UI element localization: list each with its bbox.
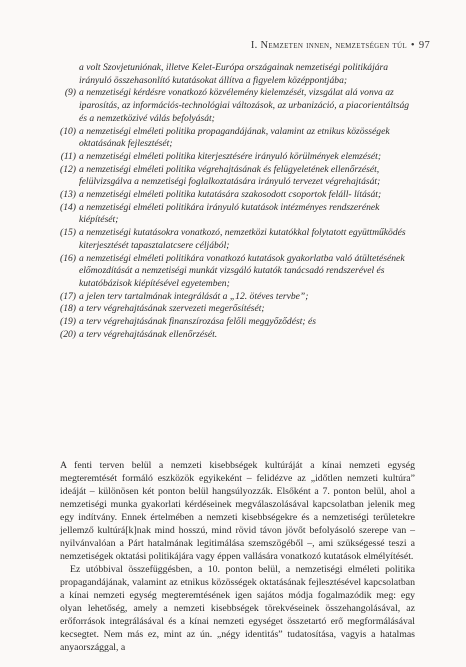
- body-text: [60, 459, 415, 654]
- list-item: (11) a nemzetiségi elméleti politika kiterjesztésére irányuló körülmények elemzését;: [60, 150, 382, 162]
- paragraph: Ez utóbbival összefüggésben, a 10. ponton belül, a nemzetiségi elméleti politika propagandájának, valamint az etnikus közösségek oktatásának fejlesztésével kapcsolatban a kínai nemzeti egység megteremtésének igen sajátos módja fogalmazódik meg: egy olyan lehetőség, amely a nemzeti kisebbségek törekvéseinek összehangolásával, az erőforrások integrálásával és a kínai nemzeti egységet összetartó erő megformálásával kecsegtet. Nem más ez, mint az ún. „négy identitás” tudatosítása, vagyis a hatalmas anyaországgal, a: [60, 564, 415, 653]
- list-item: (16) a nemzetiségi elméleti politikára vonatkozó kutatások gyakorlatba való átültetésének előmozdítását a nemzetiségi munkát vizsgáló kutatók tanácsadó rendszerével és kutatóbázisok kiépítésével egyetemben;: [60, 252, 405, 289]
- list-item: (13) a nemzetiségi elméleti politika kutatására szakosodott csoportok feláll- lítását;: [60, 189, 382, 201]
- list-item: (9) a nemzetiségi kérdésre vonatkozó közvélemény kielemzését, vizsgálat alá vonva az iparosítás, az információs-technológiai változások, az urbanizáció, a piacorientáltság és a nemzetközivé válás befolyását;: [64, 87, 410, 124]
- header-bullet: •: [410, 40, 415, 51]
- list-item: (14) a nemzetiségi elméleti politikára irányuló kutatások intézményes rendszerének kiépítését;: [60, 201, 380, 226]
- list-item: (15) a nemzetiségi kutatásokra vonatkozó, nemzetközi kutatókkal folytatott együttműködés kiterjesztését tapasztalatcsere céljából;: [60, 227, 406, 251]
- running-header: [251, 40, 430, 51]
- plan-item-list: [60, 62, 412, 341]
- list-item: a volt Szovjetuniónak, illetve Kelet-Európa országainak nemzetiségi politikájára irányuló összehasonlító kutatásokat állítva a figyelem középpontjába;: [79, 62, 389, 86]
- list-item: (10) a nemzetiségi elméleti politika propagandájának, valamint az etnikus közösségek oktatásának fejlesztését;: [60, 125, 390, 150]
- list-item: (20) a terv végrehajtásának ellenőrzését.: [60, 328, 218, 340]
- list-item: (17) a jelen terv tartalmának integrálását a „12. ötéves tervbe”;: [60, 290, 309, 302]
- page-number: 97: [418, 40, 430, 51]
- chapter-title: I. Nemzeten innen, nemzetségen túl: [250, 40, 407, 51]
- list-item: (18) a terv végrehajtásának szervezeti megerősítését;: [60, 303, 265, 315]
- list-item: (19) a terv végrehajtásának finanszírozása felőli meggyőződést; és: [60, 316, 316, 328]
- list-item: (12) a nemzetiségi elméleti politika végrehajtásának és felügyeletének ellenőrzését, felülvizsgálva a nemzetiségi foglalkoztatására irányuló tervezet végrehajtását;: [60, 163, 381, 188]
- paragraph: A fenti terven belül a nemzeti kisebbségek kultúráját a kínai nemzeti egység megteremtését formáló eszközök egyikeként – felidézve az „időtlen nemzeti kultúra” ideáját – különösen két ponton belül hangsúlyozzák. Elsőként a 7. ponton belül, ahol a nemzetiségi munka gyakorlati kérdéseinek megválaszolásával kapcsolatban jelenik meg egy indítvány. Ennek értelmében a nemzeti kisebbségekre és a nemzetiségi területekre jellemző kultúrá[k]nak mind hosszú, mind rövid távon jövőt befolyásoló szerepe van – nyilvánvalóan a Párt hatalmának legitimálása szemszögéből –, ami szükségessé teszi a nemzetiségek oktatási politikájára vagy éppen vallására vonatkozó kutatások elmélyítését.: [60, 460, 415, 562]
